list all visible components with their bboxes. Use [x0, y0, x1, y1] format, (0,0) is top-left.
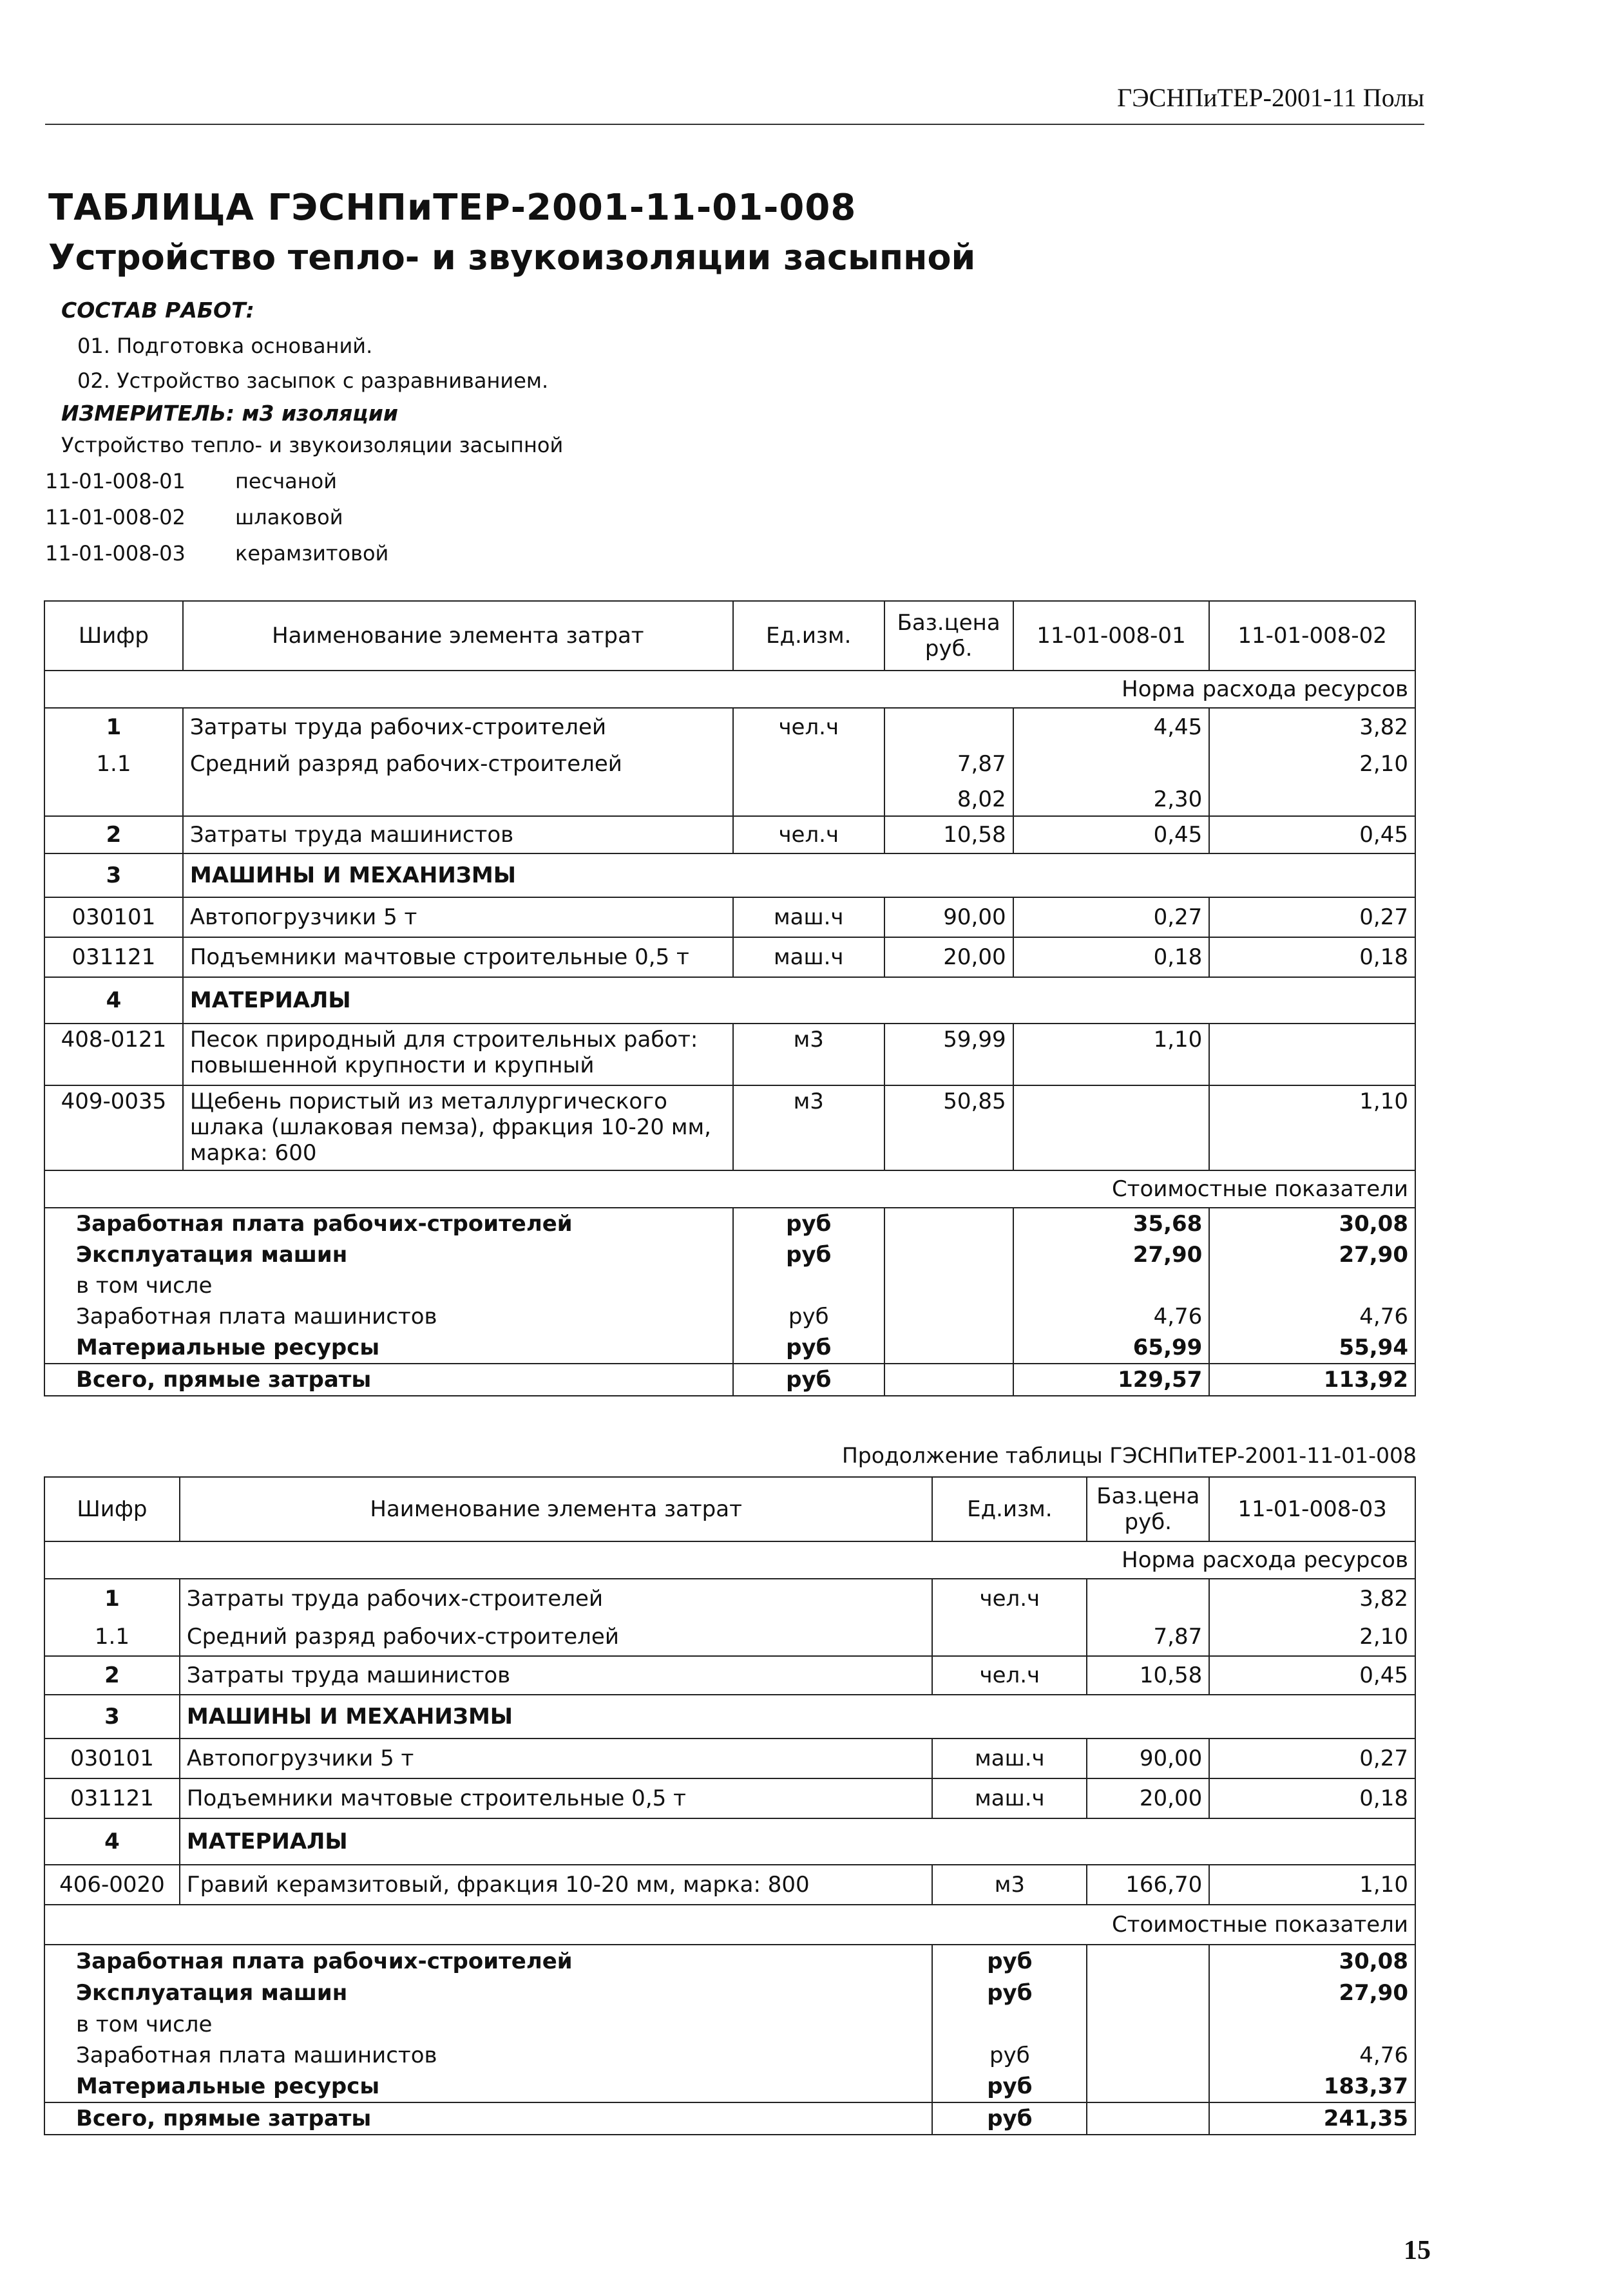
cost-name: Материальные ресурсы — [44, 1332, 733, 1364]
cost-empty — [884, 1208, 1013, 1239]
row-price: 50,85 — [884, 1085, 1013, 1170]
row-value: 1,10 — [1209, 1865, 1415, 1905]
cost-value — [1209, 2009, 1415, 2040]
header-cell: Ед.изм. — [932, 1477, 1087, 1541]
row-value: 2,10 — [1209, 1617, 1415, 1656]
row-value: 0,27 — [1209, 897, 1415, 937]
row-value: 0,18 — [1209, 937, 1415, 977]
cost-empty — [884, 1301, 1013, 1332]
cost-value: 30,08 — [1209, 1945, 1415, 1977]
izmeritel-label: ИЗМЕРИТЕЛЬ: м3 изоляции — [61, 401, 399, 426]
sostav-item: 01. Подготовка оснований. — [77, 334, 373, 358]
section-code: 4 — [44, 1818, 180, 1865]
row-price: 7,87 — [884, 745, 1013, 783]
row-code: 1 — [44, 708, 183, 745]
section-title: МАТЕРИАЛЫ — [183, 977, 1415, 1024]
row-code: 1.1 — [44, 745, 183, 783]
cost-value: 4,76 — [1209, 1301, 1415, 1332]
row-value: 4,45 — [1013, 708, 1210, 745]
code-name: песчаной — [235, 469, 338, 493]
header-cell: Баз.цена руб. — [1087, 1477, 1209, 1541]
row-unit: м3 — [733, 1024, 884, 1085]
header-cell: Баз.цена руб. — [884, 601, 1013, 671]
row-name: Затраты труда рабочих-строителей — [180, 1579, 933, 1617]
cost-label: Стоимостные показатели — [44, 1905, 1415, 1945]
row-value: 0,18 — [1013, 937, 1210, 977]
header-cell: Шифр — [44, 1477, 180, 1541]
row-value — [1209, 1024, 1415, 1085]
code: 11-01-008-01 — [45, 469, 186, 493]
row-price: 7,87 — [1087, 1617, 1209, 1656]
row-unit: чел.ч — [733, 816, 884, 853]
section-title: МАШИНЫ И МЕХАНИЗМЫ — [180, 1695, 1415, 1739]
cost-value: 27,90 — [1013, 1239, 1210, 1270]
row-unit: м3 — [932, 1865, 1087, 1905]
code-name: керамзитовой — [235, 541, 389, 566]
row-unit: чел.ч — [733, 708, 884, 745]
row-name: Затраты труда машинистов — [183, 816, 733, 853]
row-code: 2 — [44, 1656, 180, 1695]
cost-unit: руб — [932, 2071, 1087, 2102]
cost-empty — [1087, 1977, 1209, 2009]
group-name: Устройство тепло- и звукоизоляции засыпной — [61, 433, 564, 457]
row-price: 10,58 — [884, 816, 1013, 853]
row-code — [44, 783, 183, 816]
cost-name: Всего, прямые затраты — [44, 1364, 733, 1396]
code: 11-01-008-03 — [45, 541, 186, 566]
cost-value: 30,08 — [1209, 1208, 1415, 1239]
row-code: 1.1 — [44, 1617, 180, 1656]
row-value: 0,27 — [1209, 1739, 1415, 1778]
row-code: 409-0035 — [44, 1085, 183, 1170]
cost-empty — [884, 1332, 1013, 1364]
cost-name: в том числе — [44, 1270, 733, 1301]
cost-unit: руб — [932, 2040, 1087, 2071]
row-value: 2,30 — [1013, 783, 1210, 816]
cost-unit: руб — [733, 1364, 884, 1396]
cost-unit: руб — [733, 1239, 884, 1270]
cost-value: 4,76 — [1013, 1301, 1210, 1332]
cost-value: 27,90 — [1209, 1239, 1415, 1270]
cost-empty — [1087, 1945, 1209, 1977]
cost-unit: руб — [932, 1945, 1087, 1977]
row-value: 0,45 — [1013, 816, 1210, 853]
header-cell: 11-01-008-02 — [1209, 601, 1415, 671]
header-rule — [45, 124, 1424, 125]
row-unit — [733, 783, 884, 816]
cost-value: 65,99 — [1013, 1332, 1210, 1364]
cost-value: 27,90 — [1209, 1977, 1415, 2009]
cost-unit: руб — [733, 1332, 884, 1364]
row-value: 3,82 — [1209, 708, 1415, 745]
row-code: 2 — [44, 816, 183, 853]
row-code: 408-0121 — [44, 1024, 183, 1085]
row-unit: чел.ч — [932, 1579, 1087, 1617]
row-name: Подъемники мачтовые строительные 0,5 т — [183, 937, 733, 977]
cost-name: в том числе — [44, 2009, 932, 2040]
resource-table-2 — [44, 1476, 1416, 2135]
row-unit: чел.ч — [932, 1656, 1087, 1695]
code-name: шлаковой — [235, 505, 343, 529]
row-unit: м3 — [733, 1085, 884, 1170]
cost-value: 129,57 — [1013, 1364, 1210, 1396]
row-code: 1 — [44, 1579, 180, 1617]
header-cell: Ед.изм. — [733, 601, 884, 671]
header-cell: 11-01-008-01 — [1013, 601, 1210, 671]
cost-name: Эксплуатация машин — [44, 1977, 932, 2009]
row-name: Автопогрузчики 5 т — [180, 1739, 933, 1778]
row-unit: маш.ч — [932, 1778, 1087, 1818]
row-name: Средний разряд рабочих-строителей — [180, 1617, 933, 1656]
row-value — [1013, 1085, 1210, 1170]
cost-value — [1209, 1270, 1415, 1301]
code: 11-01-008-02 — [45, 505, 186, 529]
cost-unit — [733, 1270, 884, 1301]
row-price: 8,02 — [884, 783, 1013, 816]
cost-empty — [1087, 2009, 1209, 2040]
running-header: ГЭСНПиТЕР-2001-11 Полы — [1117, 83, 1424, 112]
row-value — [1013, 745, 1210, 783]
row-price: 166,70 — [1087, 1865, 1209, 1905]
row-code: 031121 — [44, 1778, 180, 1818]
row-name: Затраты труда машинистов — [180, 1656, 933, 1695]
cost-name: Заработная плата рабочих-строителей — [44, 1208, 733, 1239]
cost-unit: руб — [733, 1208, 884, 1239]
row-price — [884, 708, 1013, 745]
header-cell: Наименование элемента затрат — [180, 1477, 933, 1541]
row-name: Песок природный для строительных работ: повышенной крупности и крупный — [183, 1024, 733, 1085]
row-value: 0,18 — [1209, 1778, 1415, 1818]
row-name — [183, 783, 733, 816]
row-price: 20,00 — [884, 937, 1013, 977]
row-unit: маш.ч — [733, 937, 884, 977]
cost-name: Заработная плата машинистов — [44, 2040, 932, 2071]
row-name: Автопогрузчики 5 т — [183, 897, 733, 937]
header-cell: Наименование элемента затрат — [183, 601, 733, 671]
row-value: 1,10 — [1013, 1024, 1210, 1085]
cost-name: Материальные ресурсы — [44, 2071, 932, 2102]
row-name: Подъемники мачтовые строительные 0,5 т — [180, 1778, 933, 1818]
sostav-item: 02. Устройство засыпок с разравниванием. — [77, 368, 549, 393]
cost-empty — [1087, 2071, 1209, 2102]
cost-value: 113,92 — [1209, 1364, 1415, 1396]
row-price: 20,00 — [1087, 1778, 1209, 1818]
cost-value: 35,68 — [1013, 1208, 1210, 1239]
section-code: 3 — [44, 1695, 180, 1739]
row-value: 0,27 — [1013, 897, 1210, 937]
section-title: МАТЕРИАЛЫ — [180, 1818, 1415, 1865]
row-value: 0,45 — [1209, 816, 1415, 853]
cost-unit: руб — [733, 1301, 884, 1332]
section-code: 4 — [44, 977, 183, 1024]
row-code: 030101 — [44, 897, 183, 937]
norm-label: Норма расхода ресурсов — [44, 671, 1415, 708]
resource-table-1 — [44, 600, 1416, 1396]
header-cell: 11-01-008-03 — [1209, 1477, 1415, 1541]
cost-label: Стоимостные показатели — [44, 1170, 1415, 1208]
row-value: 3,82 — [1209, 1579, 1415, 1617]
row-unit: маш.ч — [932, 1739, 1087, 1778]
row-name: Гравий керамзитовый, фракция 10-20 мм, марка: 800 — [180, 1865, 933, 1905]
row-value: 1,10 — [1209, 1085, 1415, 1170]
cost-unit: руб — [932, 1977, 1087, 2009]
row-code: 030101 — [44, 1739, 180, 1778]
table-title: ТАБЛИЦА ГЭСНПиТЕР-2001-11-01-008 — [48, 187, 857, 229]
cost-empty — [884, 1270, 1013, 1301]
cost-name: Заработная плата машинистов — [44, 1301, 733, 1332]
row-code: 406-0020 — [44, 1865, 180, 1905]
cost-value: 55,94 — [1209, 1332, 1415, 1364]
cost-empty — [1087, 2102, 1209, 2135]
page-number: 15 — [1404, 2236, 1431, 2265]
row-unit — [932, 1617, 1087, 1656]
cost-name: Всего, прямые затраты — [44, 2102, 932, 2135]
row-value: 0,45 — [1209, 1656, 1415, 1695]
row-name: Щебень пористый из металлургического шлака (шлаковая пемза), фракция 10-20 мм, марка: 600 — [183, 1085, 733, 1170]
norm-label: Норма расхода ресурсов — [44, 1541, 1415, 1579]
cost-unit: руб — [932, 2102, 1087, 2135]
row-unit — [733, 745, 884, 783]
row-price: 90,00 — [1087, 1739, 1209, 1778]
row-value — [1209, 783, 1415, 816]
cost-value: 241,35 — [1209, 2102, 1415, 2135]
row-name: Средний разряд рабочих-строителей — [183, 745, 733, 783]
cost-empty — [1087, 2040, 1209, 2071]
continuation-caption: Продолжение таблицы ГЭСНПиТЕР-2001-11-01-008 — [841, 1443, 1417, 1468]
table-subtitle: Устройство тепло- и звукоизоляции засыпной — [48, 237, 976, 278]
cost-value — [1013, 1270, 1210, 1301]
row-value: 2,10 — [1209, 745, 1415, 783]
header-cell: Шифр — [44, 601, 183, 671]
row-code: 031121 — [44, 937, 183, 977]
row-price: 59,99 — [884, 1024, 1013, 1085]
section-title: МАШИНЫ И МЕХАНИЗМЫ — [183, 853, 1415, 897]
cost-name: Заработная плата рабочих-строителей — [44, 1945, 932, 1977]
cost-value: 4,76 — [1209, 2040, 1415, 2071]
row-price: 10,58 — [1087, 1656, 1209, 1695]
cost-unit — [932, 2009, 1087, 2040]
cost-empty — [884, 1364, 1013, 1396]
row-price: 90,00 — [884, 897, 1013, 937]
cost-name: Эксплуатация машин — [44, 1239, 733, 1270]
section-code: 3 — [44, 853, 183, 897]
cost-value: 183,37 — [1209, 2071, 1415, 2102]
row-name: Затраты труда рабочих-строителей — [183, 708, 733, 745]
cost-empty — [884, 1239, 1013, 1270]
row-price — [1087, 1579, 1209, 1617]
sostav-label: СОСТАВ РАБОТ: — [61, 298, 254, 323]
row-unit: маш.ч — [733, 897, 884, 937]
